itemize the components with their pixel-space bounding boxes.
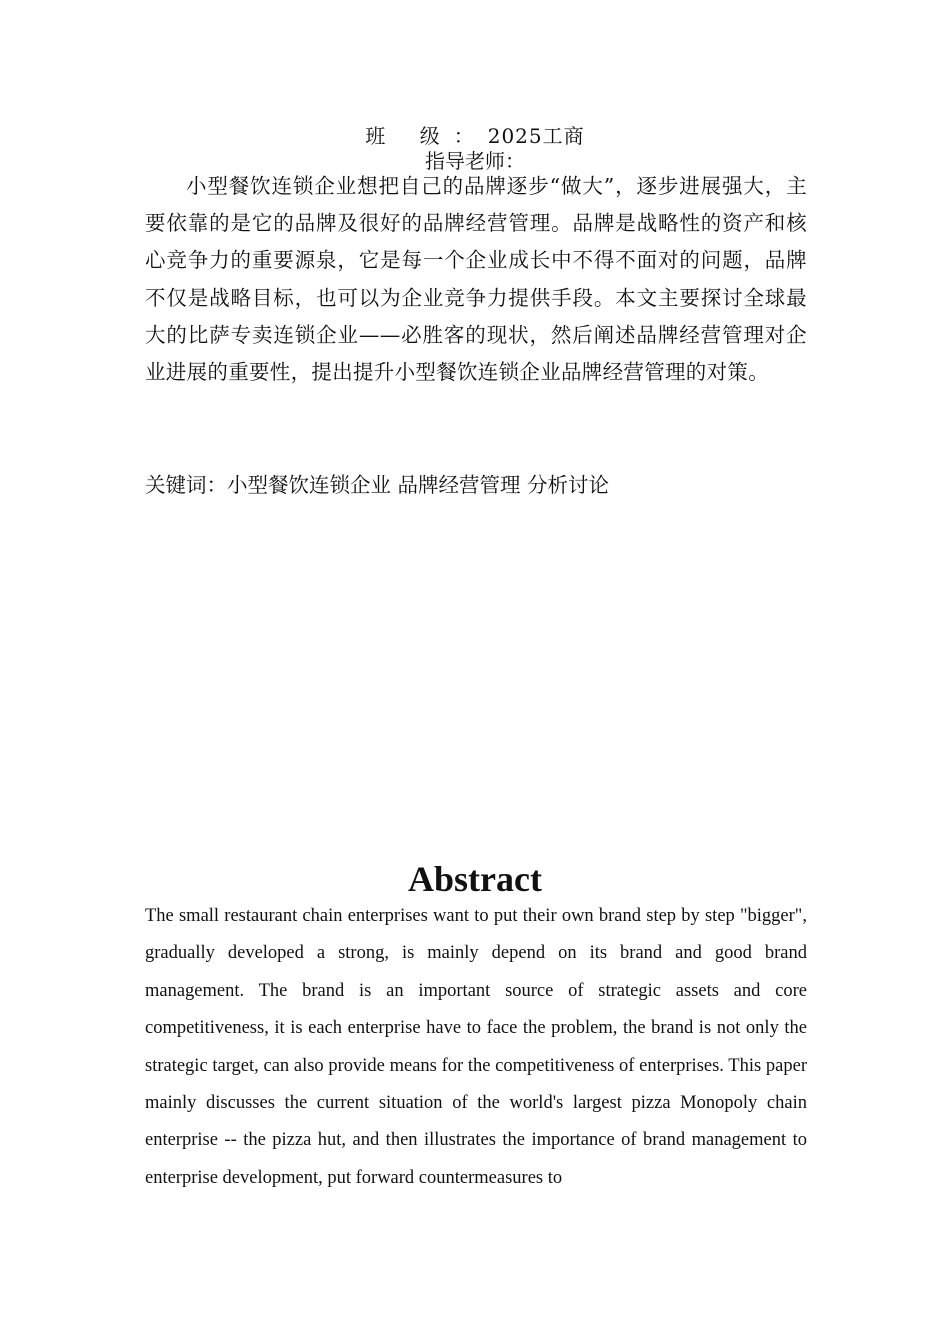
chinese-abstract-body: 小型餐饮连锁企业想把自己的品牌逐步“做大”，逐步进展强大，主要依靠的是它的品牌及很好的品牌经营管理。品牌是战略性的资产和核心竞争力的重要源泉，它是每一个企业成长中不得不面对的问题，品牌不仅是战略目标，也可以为企业竞争力提供手段。本文主要探讨全球最大的比萨专卖连锁企业——必胜客的现状，然后阐述品牌经营管理对企业进展的重要性，提出提升小型餐饮连锁企业品牌经营管理的对策。	[145, 174, 807, 385]
advisor-label: 指导老师：	[425, 149, 525, 173]
english-abstract-body: The small restaurant chain enterprises want to put their own brand step by step "bigger", gradually developed a strong, is mainly depend on its brand and good brand management. The brand is an important source of strategic assets and core competitiveness, it is each enterprise have to face the problem, the brand is not only the strategic target, can also provide means for the competitiveness of enterprises. This paper mainly discusses the current situation of the world's largest pizza Monopoly chain enterprise -- the pizza hut, and then illustrates the importance of brand management to enterprise development, put forward countermeasures to	[145, 906, 807, 1188]
class-label: 班 级：	[365, 124, 488, 148]
keywords-label: 关键词：	[145, 473, 227, 497]
keywords-value: 小型餐饮连锁企业 品牌经营管理 分析讨论	[227, 473, 610, 497]
class-line	[0, 122, 950, 150]
class-value: 2025工商	[487, 124, 585, 148]
keywords-line	[145, 468, 807, 502]
abstract-title: Abstract	[408, 859, 542, 899]
